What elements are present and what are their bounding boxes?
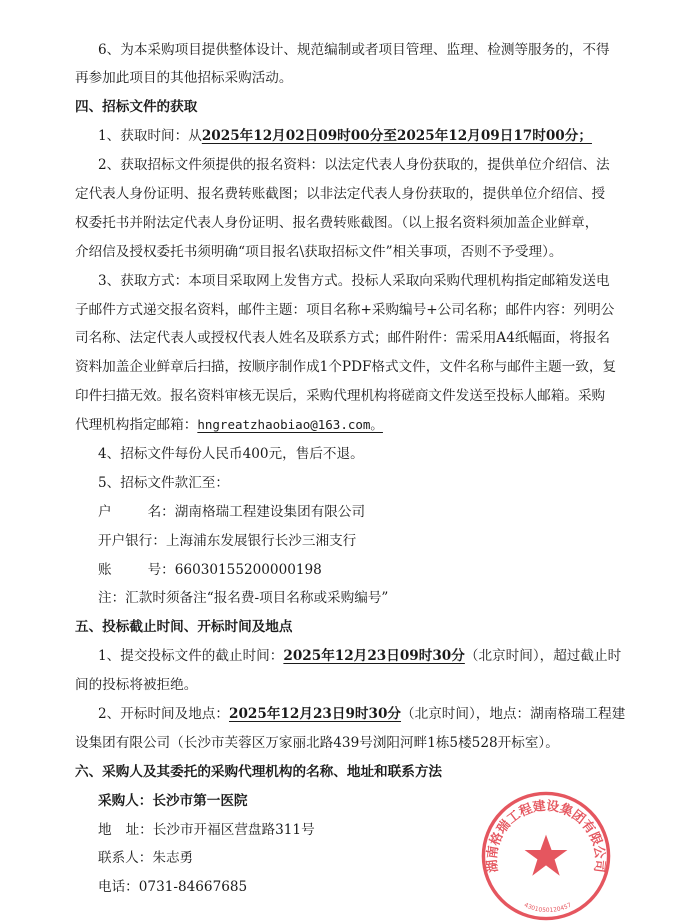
opening bbox=[0, 700, 691, 729]
star-icon bbox=[525, 835, 568, 876]
email-link[interactable]: hngreatzhaobiao@163.com。 bbox=[197, 417, 383, 433]
svg-text:湖南格瑞工程建设集团有限公司: 湖南格瑞工程建设集团有限公司 bbox=[484, 798, 608, 874]
value: 长沙市开福区营盘路311号 bbox=[152, 821, 315, 838]
paragraph-line: 6、为本采购项目提供整体设计、规范编制或者项目管理、监理、检测等服务的，不得 bbox=[98, 41, 610, 58]
label: 1、获取时间：从 bbox=[98, 128, 202, 145]
payment-note: 注：汇款时须备注“报名费-项目名称或采购编号” bbox=[98, 590, 389, 607]
account-name bbox=[0, 498, 691, 527]
contact-person: 联系人：朱志勇 bbox=[98, 850, 194, 867]
email-line bbox=[0, 411, 691, 440]
paragraph-line: 印件扫描无效。报名资料审核无误后，采购代理机构将磋商文件发送至投标人邮箱。采购 bbox=[75, 388, 606, 405]
paragraph-line: 2、获取招标文件须提供的报名资料：以法定代表人身份获取的，提供单位介绍信、法 bbox=[98, 157, 610, 174]
paragraph-line: 资料加盖企业鲜章后扫描，按顺序制作成1个PDF格式文件，文件名称与邮件主题一致，复 bbox=[75, 359, 617, 376]
section-heading-4: 四、招标文件的获取 bbox=[75, 99, 198, 116]
paragraph-line: 5、招标文件款汇至： bbox=[98, 474, 229, 491]
value: 湖南格瑞工程建设集团有限公司 bbox=[174, 503, 366, 520]
paragraph-line: 设集团有限公司（长沙市芙蓉区万家丽北路439号浏阳河畔1栋5楼528开标室）。 bbox=[75, 734, 559, 751]
purchaser: 采购人：长沙市第一医院 bbox=[98, 792, 248, 809]
label: 账 bbox=[98, 561, 112, 578]
deadline bbox=[0, 642, 691, 671]
label: 号： bbox=[147, 561, 175, 578]
section-heading-6: 六、采购人及其委托的采购代理机构的名称、地址和联系方法 bbox=[75, 763, 443, 780]
text: （北京时间），地点：湖南格瑞工程建 bbox=[401, 705, 626, 722]
deadline-value: 2025年12月23日09时30分 bbox=[283, 648, 465, 665]
paragraph-line: 3、获取方式：本项目采取网上发售方式。投标人采取向采购代理机构指定邮箱发送电 bbox=[98, 272, 610, 289]
section-heading-5: 五、投标截止时间、开标时间及地点 bbox=[75, 619, 293, 636]
paragraph-line: 定代表人身份证明、报名费转账截图；以非法定代表人身份获取的，提供单位介绍信、授 bbox=[75, 185, 606, 202]
paragraph-line: 4、招标文件每份人民币400元，售后不退。 bbox=[98, 445, 364, 462]
acquisition-time-value: 2025年12月02日09时00分至2025年12月09日17时00分； bbox=[201, 128, 592, 145]
label: 址： bbox=[125, 821, 153, 838]
phone: 电话：0731-84667685 bbox=[98, 879, 248, 896]
acquisition-time bbox=[0, 122, 691, 151]
label: 2、开标时间及地点： bbox=[98, 705, 229, 722]
document-page bbox=[0, 36, 691, 903]
text: （北京时间），超过截止时 bbox=[464, 648, 622, 665]
value: 上海浦东发展银行长沙三湘支行 bbox=[165, 532, 357, 549]
label: 代理机构指定邮箱： bbox=[75, 417, 198, 434]
value: 66030155200000198 bbox=[174, 561, 322, 578]
paragraph-line: 子邮件方式递交报名资料，邮件主题：项目名称+采购编号+公司名称；邮件内容：列明公 bbox=[75, 301, 615, 318]
svg-text:4301050120457: 4301050120457 bbox=[522, 901, 573, 915]
paragraph-line: 再参加此项目的其他招标采购活动。 bbox=[75, 70, 293, 87]
opening-time-value: 2025年12月23日9时30分 bbox=[229, 705, 402, 722]
paragraph-line: 权委托书并附法定代表人身份证明、报名费转账截图。（以上报名资料须加盖企业鲜章， bbox=[75, 214, 599, 231]
account-number bbox=[0, 556, 691, 585]
label: 地 bbox=[98, 821, 112, 838]
label: 户 bbox=[98, 503, 112, 520]
paragraph-line: 司名称、法定代表人或授权代表人姓名及联系方式；邮件附件：需采用A4纸幅面，将报名 bbox=[75, 330, 611, 347]
paragraph-line: 间的投标将被拒绝。 bbox=[75, 677, 198, 694]
company-seal bbox=[480, 790, 612, 922]
label: 开户银行： bbox=[98, 532, 166, 549]
paragraph-line: 介绍信及授权委托书须明确“项目报名\获取招标文件”相关事项，否则不予受理）。 bbox=[75, 243, 563, 260]
label: 名： bbox=[147, 503, 175, 520]
bank bbox=[0, 527, 691, 556]
label: 1、提交投标文件的截止时间： bbox=[98, 648, 284, 665]
